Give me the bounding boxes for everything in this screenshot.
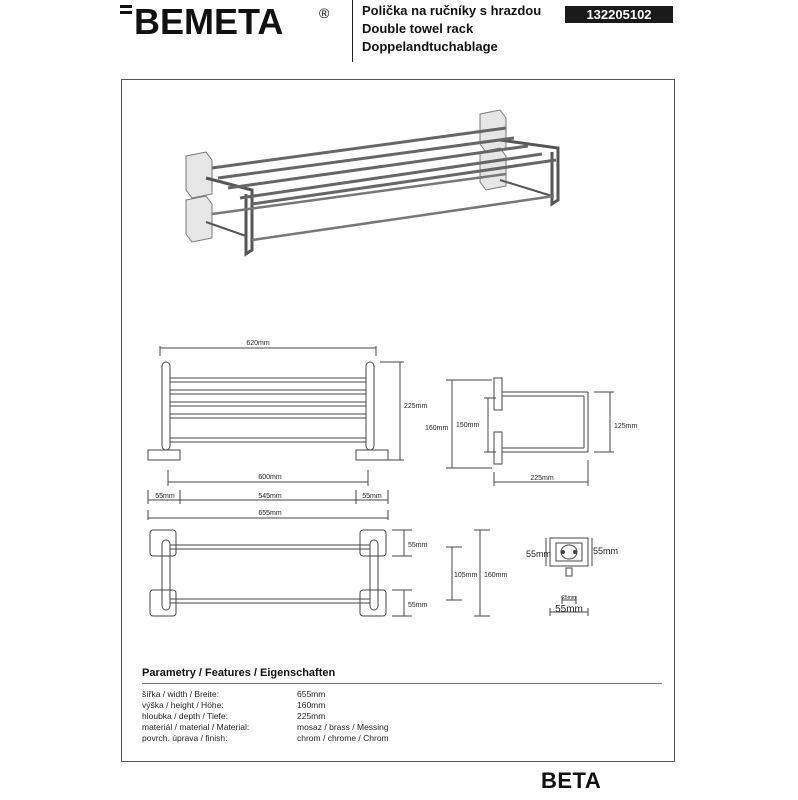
detail-left-label: 55mm: [526, 549, 552, 559]
detail-bottom-label: 55mm: [555, 604, 583, 615]
logo-text: BEMETA: [134, 2, 284, 42]
bottom-left-label: 55mm: [155, 493, 175, 500]
param-value: mosaz / brass / Messing: [297, 722, 389, 732]
detail-right-label: 55mm: [593, 546, 619, 556]
top-view-middle-label: 105mm: [454, 572, 478, 579]
param-key: hloubka / depth / Tiefe:: [142, 711, 229, 721]
side-inner-height-label: 150mm: [456, 422, 480, 429]
bottom-middle-label: 545mm: [258, 493, 282, 500]
series-name: BETA: [541, 768, 602, 793]
top-view: [150, 530, 490, 616]
params-list: [142, 689, 389, 744]
front-height-label: 225mm: [404, 403, 428, 410]
side-right-height-label: 125mm: [614, 423, 638, 430]
param-key: výška / height / Höhe:: [142, 700, 224, 710]
bottom-right-label: 55mm: [362, 493, 382, 500]
title-de: Doppelandtuchablage: [362, 39, 498, 54]
param-value: 160mm: [297, 700, 326, 710]
side-outer-height-label: 160mm: [425, 425, 449, 432]
product-illustration: [186, 110, 558, 254]
top-view-top-label: 55mm: [408, 542, 428, 549]
param-value: chrom / chrome / Chrom: [297, 733, 389, 743]
front-width-label: 620mm: [246, 340, 270, 347]
top-view-total-label: 160mm: [484, 572, 508, 579]
param-key: materiál / material / Material:: [142, 722, 250, 732]
param-value: 225mm: [297, 711, 326, 721]
param-row: [142, 733, 389, 744]
param-row: [142, 711, 389, 722]
param-value: 655mm: [297, 689, 326, 699]
param-key: šířka / width / Breite:: [142, 689, 219, 699]
front-inner-label: 600mm: [258, 474, 282, 481]
side-depth-label: 225mm: [530, 475, 554, 482]
param-key: povrch. úprava / finish:: [142, 733, 228, 743]
param-row: [142, 689, 389, 700]
params-heading: Parametry / Features / Eigenschaften: [142, 667, 336, 679]
param-row: [142, 700, 389, 711]
title-cz: Polička na ručníky s hrazdou: [362, 3, 542, 18]
detail-small-label: 25mm: [562, 595, 576, 601]
bottom-total-label: 655mm: [258, 510, 282, 517]
title-en: Double towel rack: [362, 21, 474, 36]
side-view: [446, 378, 614, 486]
registered-mark: ®: [319, 5, 330, 21]
top-view-bottom-label: 55mm: [408, 602, 428, 609]
product-code: 132205102: [565, 6, 673, 23]
param-row: [142, 722, 389, 733]
params-divider: [142, 683, 662, 684]
